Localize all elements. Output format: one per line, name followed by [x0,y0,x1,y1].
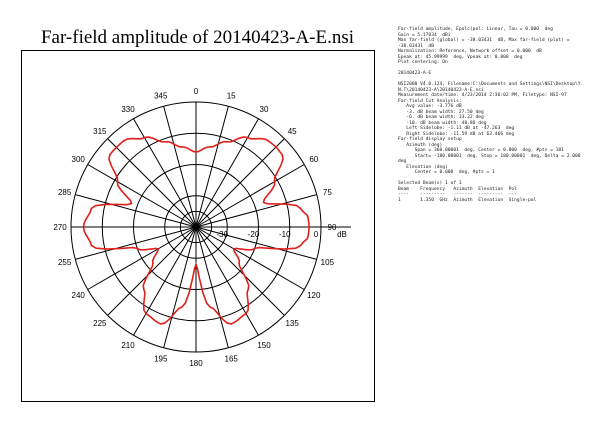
angle-tick-label: 15 [226,91,236,101]
info-line: 20140423-A-E [398,71,432,76]
data-point [164,141,166,143]
angle-tick-label: 270 [53,223,67,232]
info-line: Max far-field (global) = -38.03431 dB, Max far-field (plot) = [398,38,570,43]
unit-label: dB [337,230,347,239]
grid-spoke [164,106,196,227]
grid-spoke [134,227,197,335]
data-point [238,262,240,264]
info-line: Right Sidelobe: -11.59 dB at 63.466 deg [398,131,515,137]
data-point [181,306,183,308]
data-point [209,146,211,148]
angle-tick-label: 105 [320,258,335,268]
angle-tick-label: 330 [121,105,135,115]
info-line: N.T\20140423-A\20140423-A-E.nsi [398,87,484,93]
angle-tick-label: 255 [57,258,72,268]
data-point [136,248,138,250]
data-point [268,140,270,142]
data-point [247,288,249,290]
grid-spoke [196,106,228,227]
info-line: Far-field amplitude, Epolc(pol: Linear, Tau = 0.000 deg [398,27,553,32]
data-point [157,248,159,250]
data-point [144,137,146,139]
angle-tick-label: 75 [322,187,332,197]
info-line: NSI2000 V4.0.124, Filename:C:\Documents and Settings\NSI\Desktop\Y. [398,82,584,87]
angle-tick-label: 0 [193,87,199,96]
angle-tick-label: 195 [154,354,168,364]
info-line: -3. dB beam width: 27.50 deg [398,109,484,115]
angle-tick-label: 45 [287,126,297,136]
data-point [307,216,309,218]
data-point [307,236,309,238]
info-line: Far-field Cut Analysis: [398,98,462,104]
data-point [300,245,302,247]
radial-tick-label: -20 [247,230,260,239]
angle-tick-label: 240 [71,291,85,300]
data-point [109,154,111,156]
info-line: Azimuth (deg) [398,142,443,148]
data-point [233,248,235,250]
data-point [195,264,197,266]
info-line: Normalization: Reference, Network offset = 0.000 dB [398,49,542,54]
grid-spoke [108,139,196,227]
angle-tick-label: 60 [309,155,319,164]
grid-spoke [88,227,196,290]
data-point [230,323,232,325]
data-point [131,203,133,205]
data-point [308,226,310,228]
radial-tick-label: -30 [216,230,229,239]
chart-title: Far-field amplitude of 20140423-A-E.nsi [40,27,355,48]
grid-spoke [196,195,317,227]
angle-tick-label: 210 [121,340,135,350]
data-point [91,245,93,247]
info-line: Plot centering: On [398,60,448,65]
angle-tick-label: 165 [224,354,238,364]
radial-tick-label: -10 [278,230,291,239]
grid-spoke [196,139,284,227]
data-point [195,151,197,153]
info-line: -6. dB beam width: 33.22 deg [398,115,484,120]
data-point [117,181,119,183]
info-line: Avg value: -3.776 dB [398,104,462,109]
info-line: Left Sidelobe: -1.11 dB at -47.263 deg [398,126,515,131]
data-point [143,288,145,290]
info-line: -10. dB beam width: 48.86 deg [398,120,487,126]
data-point [226,141,228,143]
data-point [263,202,265,204]
info-line: deg [398,159,407,164]
data-point [274,181,276,183]
data-point [254,248,256,250]
grid-spoke [196,227,284,315]
data-point [152,262,154,264]
grid-spoke [75,195,196,227]
data-point [275,146,277,148]
data-point [123,140,125,142]
info-line: Epeak at: 45.99999 deg, Vpeak at: 0.000 deg [398,54,523,60]
info-line: ---- --------- ------- --------- --- [398,192,517,197]
angle-tick-label: 300 [71,155,85,164]
angle-tick-label: 135 [285,319,299,329]
angle-tick-label: 285 [57,187,72,197]
angle-tick-label: 225 [93,319,107,329]
data-point [181,146,183,148]
angle-tick-label: 315 [93,126,107,136]
info-panel [398,27,603,203]
grid-spoke [196,119,259,227]
angle-tick-label: 180 [189,359,203,368]
info-line: 1 1.350 GHz Azimuth Elevation Single-pol [398,197,537,203]
grid-spoke [134,119,197,227]
data-point [209,306,211,308]
data-point [83,226,85,228]
info-line: Start= -180.00001 deg, Stop = 180.00001 deg, Delta = 2.000 [398,153,581,159]
radial-tick-label: 0 [313,230,319,239]
angle-tick-label: 150 [257,340,271,350]
angle-tick-label: 345 [154,91,168,101]
info-line: Span = 360.00001 deg, Center = 0.000 deg, #pts = 181 [398,148,564,153]
info-line: -38.03431 dB [398,43,434,49]
grid-spoke [196,227,259,335]
data-point [247,137,249,139]
angle-tick-label: 30 [259,105,269,115]
info-line: Measurement date/time: 4/23/2014 2:36:02 PM, Filetype: NSI-97 [398,93,567,98]
info-line: Beam Frequency Azimuth Elevation Pol [398,186,517,192]
data-point [245,313,247,315]
data-point [300,208,302,210]
info-line: Center = 0.000 deg, #pts = 1 [398,170,495,175]
data-point [145,313,147,315]
info-line: Far-field display setup [398,137,462,142]
info-line: Selected Beam(s) 1 of 3 [398,181,462,186]
angle-tick-label: 120 [307,291,321,300]
grid-spoke [75,227,196,259]
grid-spoke [196,165,304,228]
data-point [160,323,162,325]
info-line: Gain = 5.17034 dBi [398,32,451,38]
data-point [91,208,93,210]
angle-tick-label: 90 [327,223,337,232]
grid-spoke [108,227,196,315]
grid-spoke [88,165,196,228]
info-line: Elevation (deg) [398,164,448,170]
data-point [281,154,283,156]
